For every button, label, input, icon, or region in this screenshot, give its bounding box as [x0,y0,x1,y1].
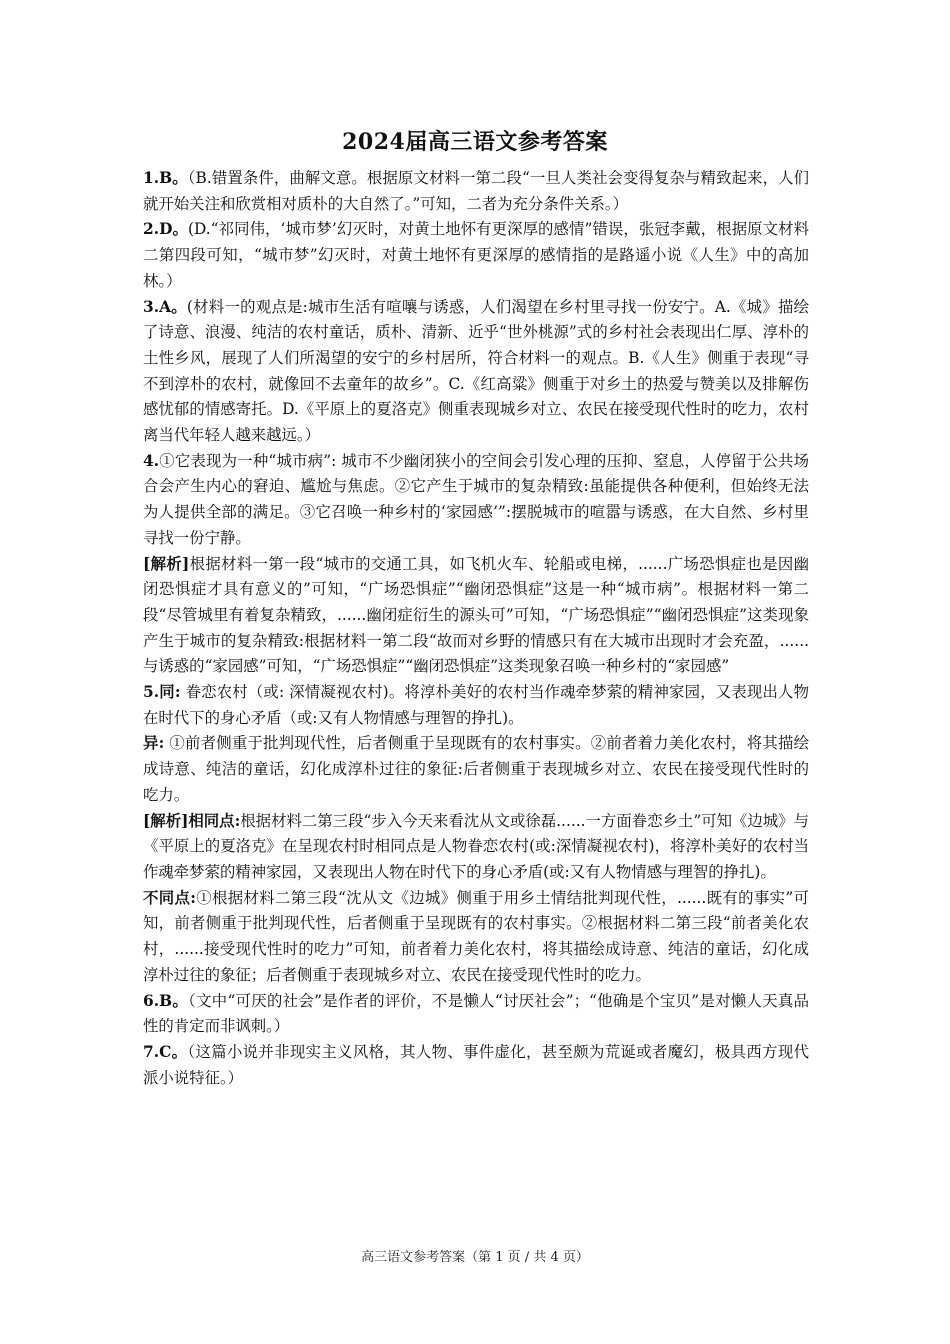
analysis-text: 根据材料一第一段“城市的交通工具，如飞机火车、轮船或电梯，......广场恐惧症也是因幽闭恐惧症才具有意义的”可知，“广场恐惧症”“幽闭恐惧症”这是一种“城市病”。根据材料一第二段“尽管城里有着复杂精致，......幽闭症衍生的源头可”可知，“广场恐惧症”“幽闭恐惧症”这类现象产生于城市的复杂精致:根据材料一第二段“故而对乡野的情感只有在大城市出现时才会充盈，......与诱惑的“家园感”可知，“广场恐惧症”“幽闭恐惧症”这类现象召唤一种乡村的“家园感” [143,554,809,676]
answer-label: 1.B。 [143,169,188,187]
answer-label: 7.C。 [143,1042,188,1061]
analysis-text: 根据材料二第三段“步入今天来看沈从文或徐磊......一方面眷恋乡土”可知《边城》与《平原上的夏洛克》在呈现农村时相同点是人物眷恋农村(或:深情凝视农村)，将淳朴美好的农村当作魂牵梦萦的精神家园，又表现出人物在时代下的身心矛盾(或:又有人物情感与理智的挣扎)。 [143,811,809,881]
answer-label: 6.B。 [143,991,189,1010]
answer-text: （这篇小说并非现实主义风格，其人物、事件虚化，甚至颇为荒诞或者魔幻，极具西方现代派小说特征。） [143,1042,809,1087]
page-title: 2024届高三语文参考答案 [342,129,608,155]
answer-label: 5.同: [143,683,181,702]
answer-item-2 [143,217,809,294]
answer-label: 2.D。 [143,220,188,239]
answer-label: 异: [143,734,165,753]
answer-text: 眷恋农村（或: 深情凝视农村)。将淳朴美好的农村当作魂牵梦萦的精神家园，又表现出人物在时代下的身心矛盾（或:又有人物情感与理智的挣扎)。 [143,683,809,727]
answer-label: 3.A。 [143,297,187,316]
answer-content [143,166,809,1091]
analysis-label: 不同点: [143,888,196,907]
analysis-4 [143,552,809,681]
answer-item-4 [143,449,809,552]
answer-label: 4. [143,451,160,470]
answer-item-7 [143,1040,809,1091]
answer-item-5-diff [143,731,809,808]
analysis-5-diff [143,886,809,989]
answer-text: ①它表现为一种“城市病”: 城市不少幽闭狭小的空间会引发心理的压抑、窒息，人停留于公共场合会产生内心的窘迫、尴尬与焦虑。②它产生于城市的复杂精致:虽能提供各种便利，但始终无法为人提供全部的满足。③它召唤一种乡村的‘家园感’”:摆脱城市的喧嚣与诱惑，在大自然、乡村里寻找一份宁静。 [143,451,809,547]
analysis-label: [解析] [143,554,190,573]
answer-item-5-same [143,680,809,731]
answer-item-1 [143,166,809,217]
answer-item-6 [143,989,809,1040]
answer-text: (D.“祁同伟，‘城市梦’幻灭时，对黄土地怀有更深厚的感情”错误，张冠李戴，根据原文材料二第四段可知，“城市梦”幻灭时，对黄土地怀有更深厚的感情指的是路遥小说《人生》中的高加林。） [143,220,809,290]
page-footer: 高三语文参考答案（第 1 页 / 共 4 页） [361,1250,589,1265]
analysis-text: ①根据材料二第三段“沈从文《边城》侧重于用乡土情结批判现代性，......既有的事实”可知，前者侧重于批判现代性，后者侧重于呈现既有的农村事实。②根据材料二第三段“前者美化农村，......接受现代性时的吃力”可知，前者着力美化农村，将其描绘成诗意、纯洁的童话，幻化成淳朴过往的象征；后者侧重于表现城乡对立、农民在接受现代性时的吃力。 [143,888,810,984]
answer-text: ①前者侧重于批判现代性，后者侧重于呈现既有的农村事实。②前者着力美化农村，将其描绘成诗意、纯洁的童话，幻化成淳朴过往的象征:后者侧重于表现城乡对立、农民在接受现代性时的吃力。 [143,734,809,804]
answer-text: (材料一的观点是:城市生活有喧嚷与诱惑，人们渴望在乡村里寻找一份安宁。A.《城》描绘了诗意、浪漫、纯洁的农村童话，质朴、清新、近乎“世外桃源”式的乡村社会表现出仁厚、淳朴的土性乡风，展现了人们所渴望的安宁的乡村居所，符合材料一的观点。B.《人生》侧重于表现“寻不到淳朴的农村，就像回不去童年的故乡”。C.《红高粱》侧重于对乡土的热爱与赞美以及排解伤感忧郁的情感寄托。D.《平原上的夏洛克》侧重表现城乡对立、农民在接受现代性时的吃力，农村离当代年轻人越来越远。） [143,297,809,445]
answer-text: （文中“可厌的社会”是作者的评价，不是懒人“讨厌社会”；“他确是个宝贝”是对懒人天真品性的肯定而非讽刺。） [143,991,810,1036]
answer-item-3 [143,295,809,449]
answer-text: （B.错置条件，曲解文意。根据原文材料一第二段“一旦人类社会变得复杂与精致起来，人们就开始关注和欣赏相对质朴的大自然了。”可知，二者为充分条件关系。） [143,169,809,213]
analysis-label: [解析]相同点: [143,811,241,830]
analysis-5-same [143,809,809,886]
